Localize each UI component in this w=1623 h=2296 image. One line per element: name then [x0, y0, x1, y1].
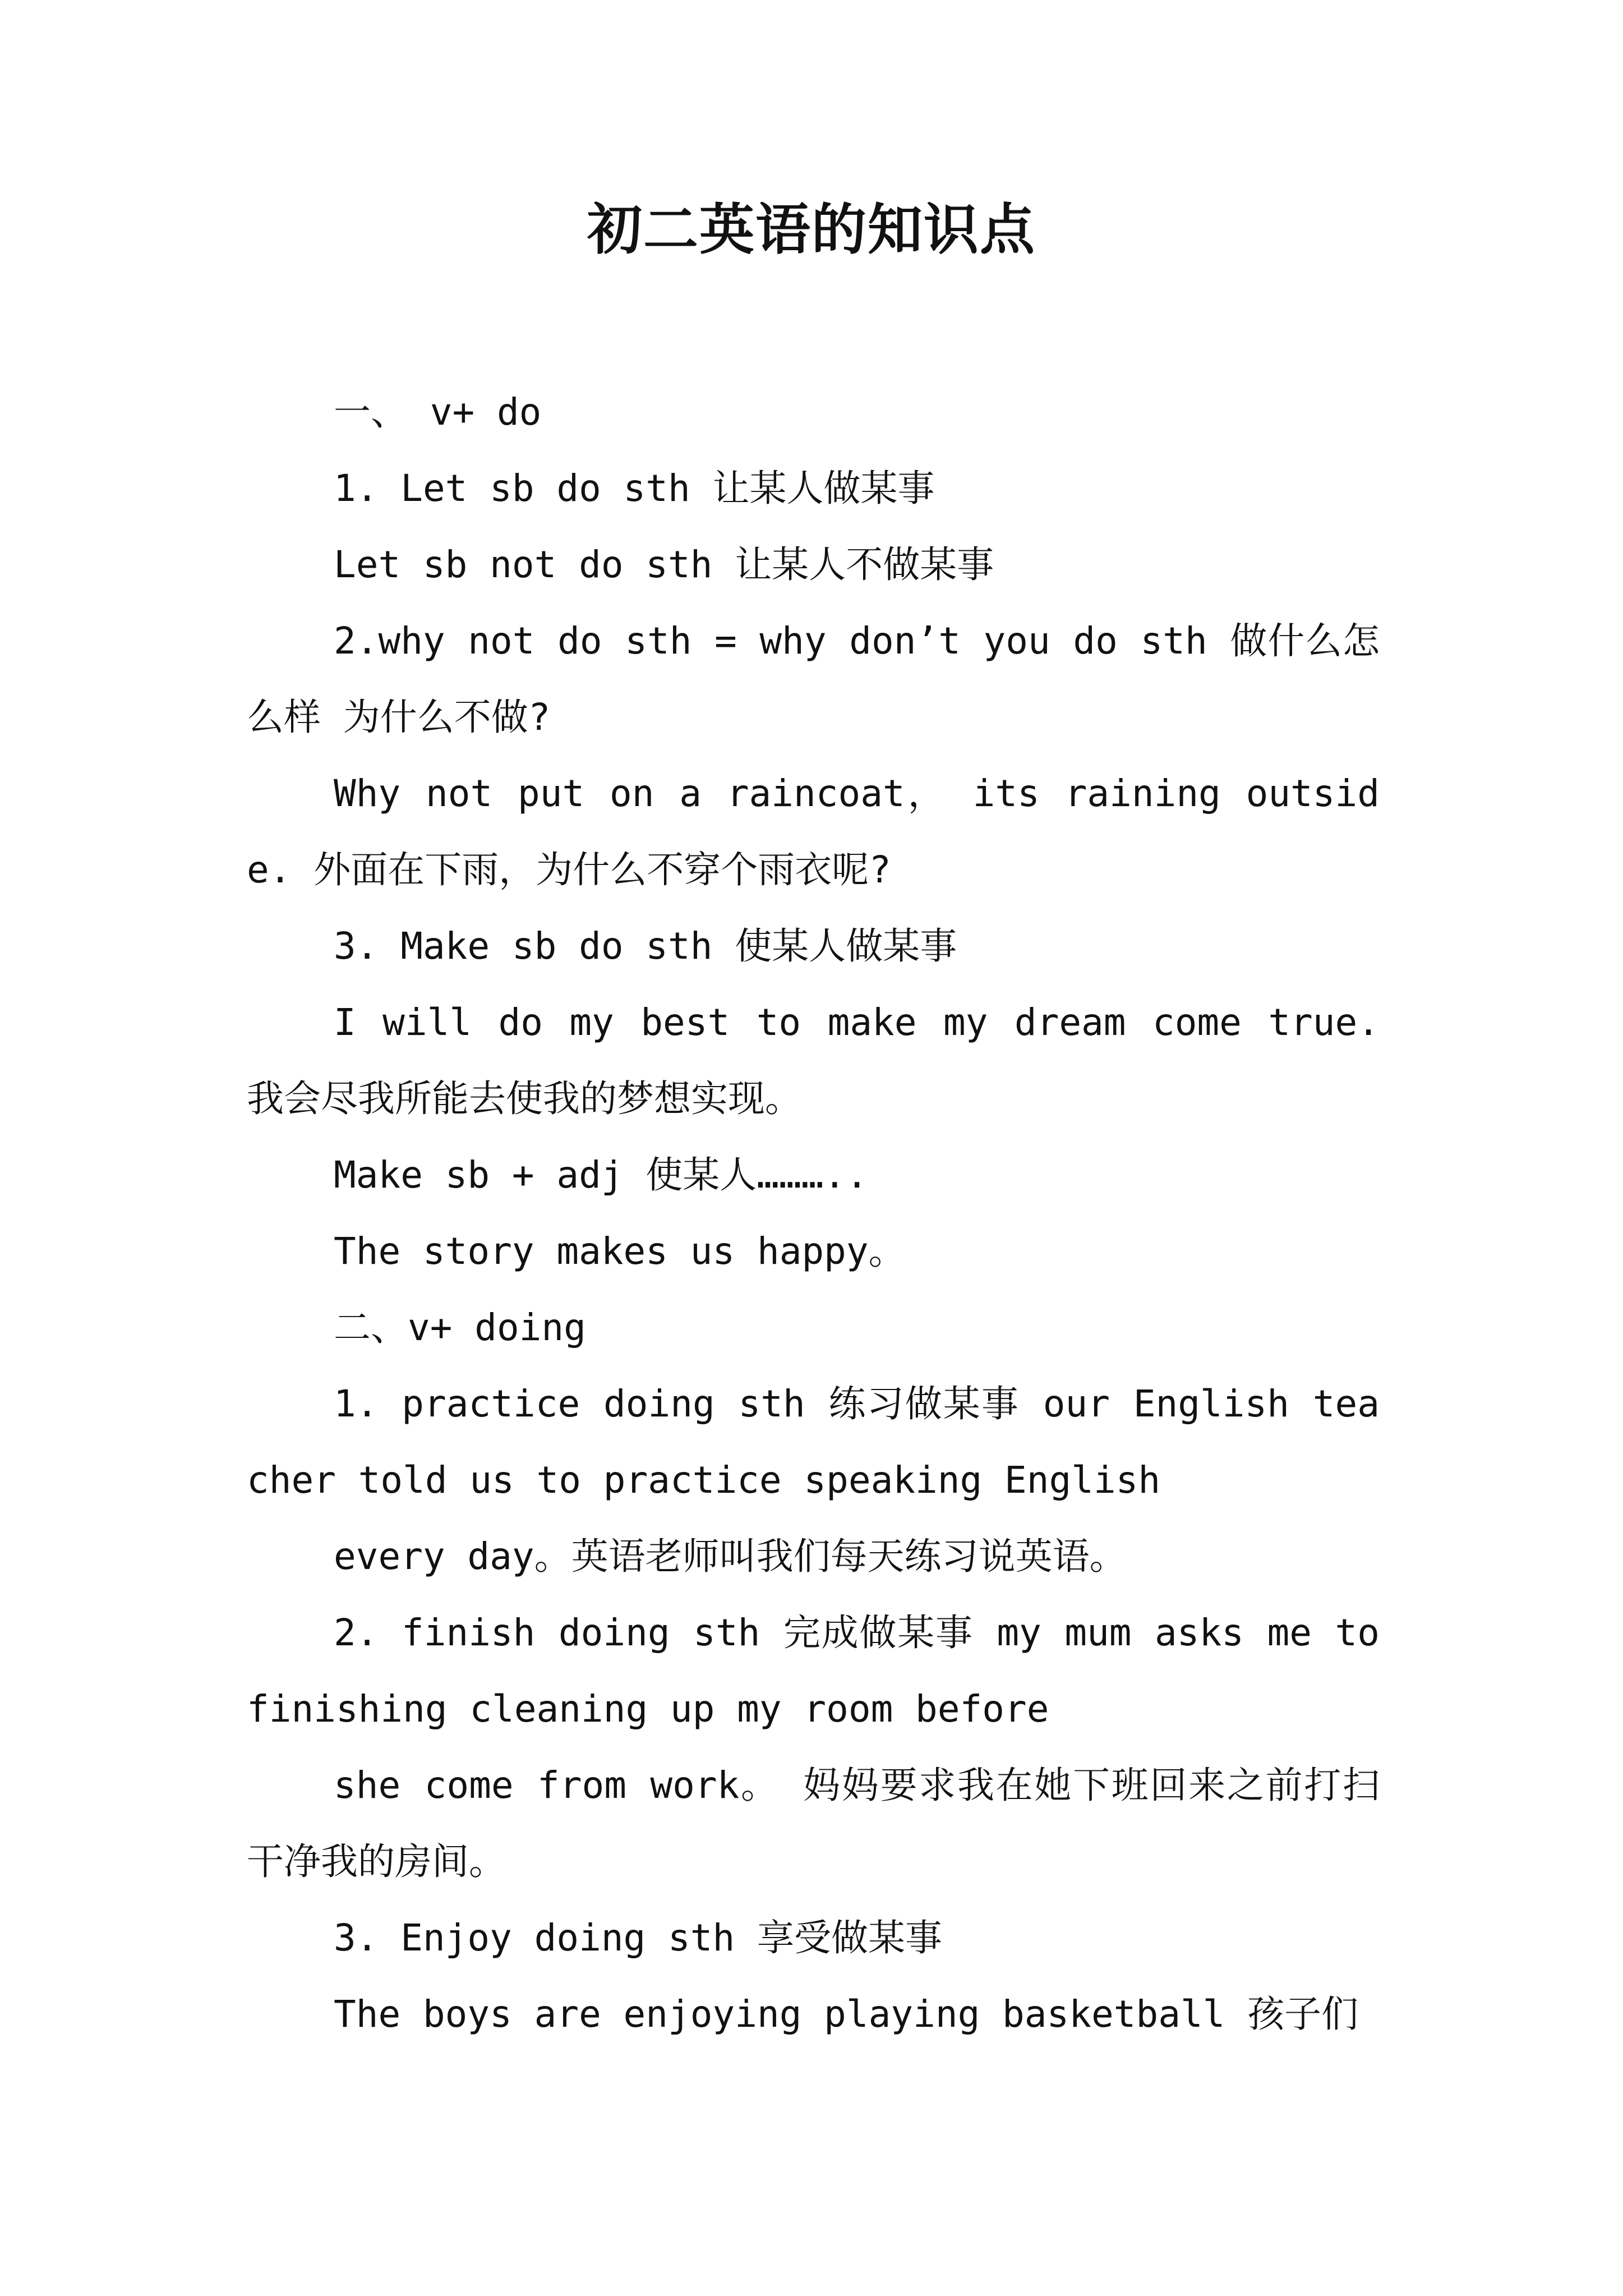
paragraph-raincoat-example: Why not put on a raincoat， its raining outside. 外面在下雨，为什么不穿个雨衣呢?: [247, 772, 1380, 891]
paragraph-let-sb-not-do: Let sb not do sth 让某人不做某事: [334, 543, 994, 586]
paragraph-practice-translation: every day。英语老师叫我们每天练习说英语。: [334, 1535, 1127, 1578]
paragraph-let-sb-do: 1. Let sb do sth 让某人做某事: [334, 467, 935, 510]
section-heading-v-doing: 二、v+ doing: [334, 1306, 586, 1349]
paragraph-make-sb-do: 3. Make sb do sth 使某人做某事: [334, 924, 957, 968]
paragraph-enjoy-doing: 3. Enjoy doing sth 享受做某事: [334, 1916, 942, 1959]
paragraph-practice-doing: 1. practice doing sth 练习做某事 our English teacher told us to practice speaking English: [247, 1382, 1380, 1502]
paragraph-story-example: The story makes us happy。: [334, 1230, 906, 1273]
document-title: 初二英语的知识点: [587, 197, 1036, 262]
document-body: [247, 374, 1380, 2053]
paragraph-basketball-example: The boys are enjoying playing basketball 孩子们: [334, 1993, 1359, 2036]
paragraph-why-not-do: 2.why not do sth = why don’t you do sth 做什么怎么样 为什么不做?: [247, 619, 1380, 739]
paragraph-finish-translation: she come from work。 妈妈要求我在她下班回来之前打扫干净我的房间。: [247, 1764, 1380, 1883]
paragraph-finish-doing: 2. finish doing sth 完成做某事 my mum asks me to finishing cleaning up my room before: [247, 1611, 1380, 1731]
section-heading-v-do: 一、 v+ do: [334, 390, 542, 434]
paragraph-dream-example: I will do my best to make my dream come true. 我会尽我所能去使我的梦想实现。: [247, 1001, 1380, 1120]
paragraph-make-sb-adj: Make sb + adj 使某人………..: [334, 1153, 868, 1197]
